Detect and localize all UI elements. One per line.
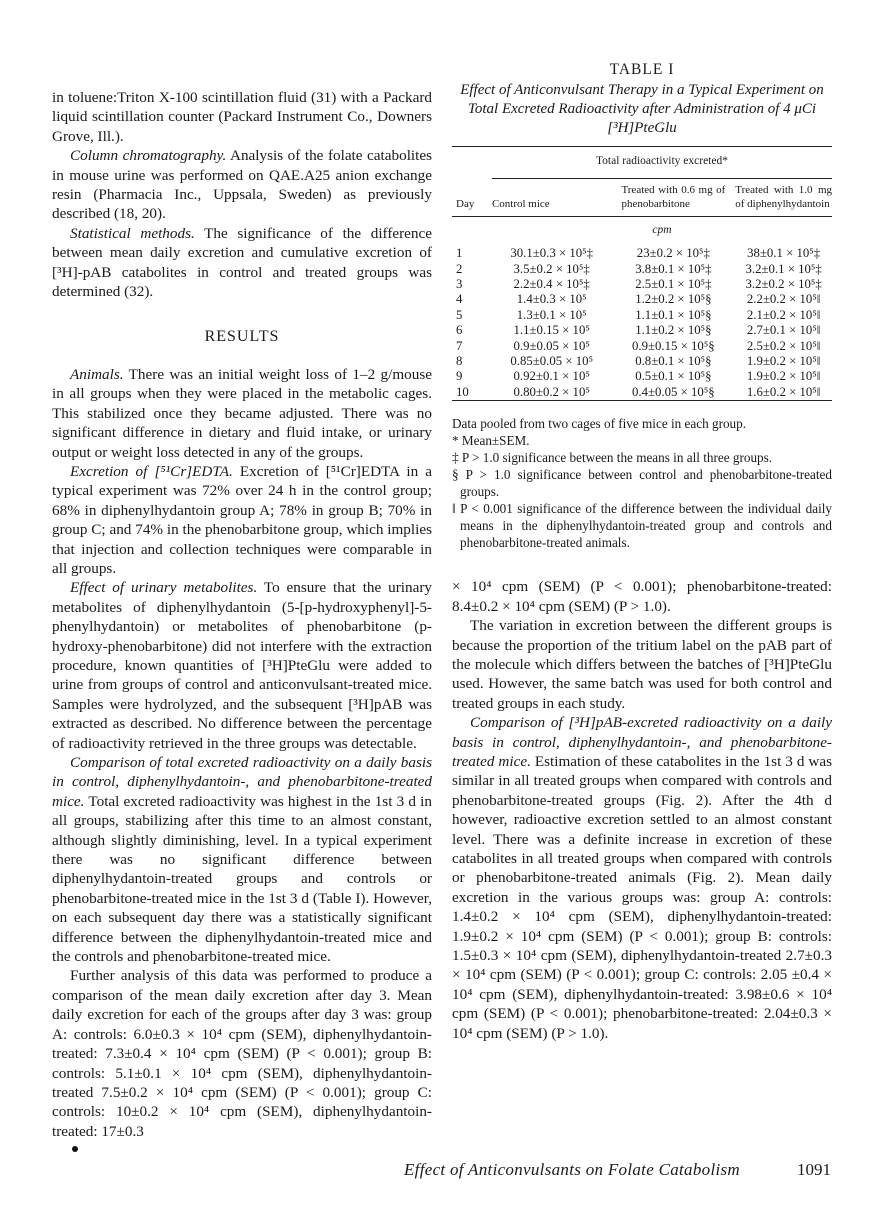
bullet-mark (72, 1146, 78, 1152)
cell-control: 1.4±0.3 × 10⁵ (516, 292, 587, 307)
table-caption: Effect of Anticonvulsant Therapy in a Typical Experiment on Total Excreted Radioactivity after Administration of 4 μCi [³H]PteGlu (460, 82, 824, 137)
table-row (452, 385, 832, 401)
table-row (452, 323, 832, 338)
cell-diphenylhydantoin: 3.2±0.1 × 10⁵‡ (745, 261, 822, 276)
subheading-pab-comparison: Comparison of [³H]pAB-excreted radioactivity on a daily basis in control, diphenylhydantoin-, and phenobarbitone-treated mice. (452, 714, 832, 770)
table-label: TABLE I (609, 61, 675, 78)
cell-phenobarbitone: 0.4±0.05 × 10⁵§ (632, 384, 715, 399)
cell-phenobarbitone: 3.8±0.1 × 10⁵‡ (635, 261, 712, 276)
day: 10 (456, 384, 469, 399)
paragraph-column-chromatography: Column chromatography. Analysis of the folate catabolites in mouse urine was performed on QAE.A25 anion exchange resin (Pharmacia Inc., Uppsala, Sweden) as previously described (18, 20). (52, 147, 432, 223)
footnote: * Mean±SEM. (452, 433, 530, 449)
cell-phenobarbitone: 1.2±0.2 × 10⁵§ (635, 292, 712, 307)
data-table (452, 146, 832, 409)
paragraph-variation: The variation in excretion between the different groups is because the proportion of the tritium label on the pAB part of the molecule which differs between the batches of [³H]PteGlu used. However, the same batch was used for both control and treated groups in each study. (452, 617, 832, 712)
cell-diphenylhydantoin: 2.7±0.1 × 10⁵‖ (746, 323, 821, 338)
cell-diphenylhydantoin: 2.1±0.2 × 10⁵‖ (746, 307, 821, 322)
table-row (452, 246, 832, 261)
cell-diphenylhydantoin: 1.9±0.2 × 10⁵‖ (746, 354, 821, 369)
cell-diphenylhydantoin: 38±0.1 × 10⁵‡ (747, 246, 821, 261)
table-row (452, 277, 832, 292)
cell-diphenylhydantoin: 3.2±0.2 × 10⁵‡ (745, 277, 822, 292)
cell-control: 0.85±0.05 × 10⁵ (510, 354, 594, 369)
footnote: Data pooled from two cages of five mice in each group. (452, 416, 747, 432)
subheading-column-chromatography: Column chromatography. (70, 147, 227, 165)
day: 3 (456, 277, 463, 292)
paragraph-scintillation: in toluene:Triton X-100 scintillation fluid (31) with a Packard liquid scintillation counter (Packard Instrument Co., Downers Grove, Ill.). (52, 89, 432, 145)
table-footnotes (452, 415, 832, 551)
cell-diphenylhydantoin: 2.5±0.2 × 10⁵‖ (746, 338, 821, 353)
table-row (452, 308, 832, 323)
footnote: ‖ P < 0.001 significance of the difference between the individual daily means in the diphenylhydantoin-treated group and controls and phenobarbitone-treated animals. (452, 501, 832, 551)
cell-control: 2.2±0.4 × 10⁵‡ (513, 277, 590, 292)
cell-control: 0.92±0.1 × 10⁵ (513, 369, 590, 384)
paragraph-total-radioactivity: Comparison of total excreted radioactivity on a daily basis in control, diphenylhydantoin-, and phenobarbitone-treated mice. Total excreted radioactivity was highest in the 1st 3 d in all groups, stabilizing after this time to an almost constant, although slightly diminishing, level. In a typical experiment there was no significant difference between diphenylhydantoin-treated groups and controls or phenobarbitone-treated mice in the 1st 3 d (Table I). However, on each subsequent day there was a statistically significant difference between the diphenylhydantoin-treated mice and the controls and phenobarbitone-treated mice. (52, 754, 432, 966)
cell-phenobarbitone: 23±0.2 × 10⁵‡ (636, 246, 710, 261)
cell-phenobarbitone: 0.9±0.15 × 10⁵§ (632, 338, 715, 353)
cell-phenobarbitone: 1.1±0.1 × 10⁵§ (635, 307, 712, 322)
paragraph-continued: × 10⁴ cpm (SEM) (P < 0.001); phenobarbitone-treated: 8.4±0.2 × 10⁴ cpm (SEM) (P > 1.0). (452, 578, 832, 615)
subheading-edta-excretion: Excretion of [⁵¹Cr]EDTA. (70, 462, 233, 480)
subheading-urinary-metabolites: Effect of urinary metabolites. (70, 579, 258, 597)
paragraph-further-analysis: Further analysis of this data was performed to produce a comparison of the mean daily excretion after day 3. Mean daily excretion for each of the groups after day 3 was: group A: controls: 6.0±0.3 × 10⁴ cpm (SEM), diphenylhydantoin-treated: 7.3±0.4 × 10⁴ cpm (SEM) (P < 0.001); group B: controls: 5.1±0.1 × 10⁴ cpm (SEM), diphenylhydantoin-treated 7.5±0.2 × 10⁴ cpm (SEM) (P < 0.001); group C: controls: 10±0.2 × 10⁴ cpm (SEM), diphenylhydantoin-treated: 17±0.3 (52, 967, 432, 1140)
cell-phenobarbitone: 2.5±0.1 × 10⁵‡ (635, 277, 712, 292)
table-row (452, 262, 832, 277)
column-header-day: Day (452, 178, 492, 216)
table-row (452, 354, 832, 369)
day: 2 (456, 261, 463, 276)
paragraph-statistical-methods: Statistical methods. The significance of the difference between mean daily excretion and cumulative excretion of [³H]-pAB catabolites in control and treated groups was determined (32). (52, 224, 432, 301)
cell-diphenylhydantoin: 1.6±0.2 × 10⁵‖ (746, 384, 821, 399)
cell-control: 30.1±0.3 × 10⁵‡ (510, 246, 594, 261)
cell-phenobarbitone: 0.5±0.1 × 10⁵§ (635, 369, 712, 384)
table-unit: cpm (652, 223, 672, 236)
subheading-animals: Animals. (70, 365, 124, 383)
paragraph-pab-comparison: Comparison of [³H]pAB-excreted radioactivity on a daily basis in control, diphenylhydantoin-, and phenobarbitone-treated mice. Estimation of these catabolites in the 1st 3 d was similar in all treated groups when compared with controls and phenobarbitone-treated groups (Fig. 2). After the 4th d however, radioactive excretion settled to an almost constant level. There was a definite increase in excretion of these catabolites in all treated groups when compared with controls or phenobarbitone-treated animals (Fig. 2). Mean daily excretion in the various groups was: group A: controls: 1.4±0.2 × 10⁴ cpm (SEM), diphenylhydantoin-treated: 1.9±0.2 × 10⁴ cpm (SEM) (P < 0.001); group B: controls: 1.5±0.3 × 10⁴ cpm (SEM), diphenylhydantoin-treated 2.7±0.3 × 10⁴ cpm (SEM) (P < 0.001); group C: controls: 2.05 ±0.4 × 10⁴ cpm (SEM), diphenylhydantoin-treated: 3.98±0.6 × 10⁴ cpm (SEM) (P < 0.001); phenobarbitone-treated: 2.04±0.3 × 10⁴ cpm (SEM) (P > 1.0). (452, 714, 832, 1042)
cell-control: 1.3±0.1 × 10⁵ (516, 307, 587, 322)
table-body (452, 246, 832, 401)
day: 7 (456, 338, 463, 353)
day: 8 (456, 354, 463, 369)
cell-control: 0.9±0.05 × 10⁵ (513, 338, 590, 353)
page-number: 1091 (797, 1160, 831, 1179)
right-column (452, 58, 832, 1043)
day: 5 (456, 307, 463, 322)
table-row (452, 369, 832, 384)
day: 9 (456, 369, 463, 384)
footnote: § P > 1.0 significance between control and phenobarbitone-treated groups. (452, 467, 832, 500)
table-row (452, 339, 832, 354)
column-header-phenobarbitone: Treated with 0.6 mg of phenobarbitone (611, 178, 735, 216)
column-header-diphenylhydantoin: Treated with 1.0 mg of diphenylhydantoin (735, 178, 832, 216)
paragraph-urinary-metabolites: Effect of urinary metabolites. To ensure that the urinary metabolites of diphenylhydantoin (5-[p-hydroxyphenyl]-5-phenylhydantoin) or metabolites of phenobarbitone (p-hydroxy-phenobarbitone) did not interfere with the extraction procedure, known quantities of [³H]PteGlu were added to urine from groups of control and anticonvulsant-treated mice. Samples were hydrolyzed, and the subsequent [³H]pAB was extracted as described. No difference between the percentage of radioactivity retrieved in the three groups was detectable. (52, 579, 432, 752)
table-span-header: Total radioactivity excreted* (492, 147, 832, 178)
cell-diphenylhydantoin: 2.2±0.2 × 10⁵‖ (746, 292, 821, 307)
cell-diphenylhydantoin: 1.9±0.2 × 10⁵‖ (746, 369, 821, 384)
day: 1 (456, 246, 463, 261)
right-text (452, 577, 832, 1043)
day: 6 (456, 323, 463, 338)
subheading-statistical-methods: Statistical methods. (70, 224, 195, 242)
left-column (52, 88, 432, 1141)
subheading-total-radioactivity: Comparison of total excreted radioactivity on a daily basis in control, diphenylhydantoin-, and phenobarbitone-treated mice. (52, 754, 432, 810)
day: 4 (456, 292, 463, 307)
table-block (452, 60, 832, 551)
paragraph-edta-excretion: Excretion of [⁵¹Cr]EDTA. Excretion of [⁵¹Cr]EDTA in a typical experiment was 72% over 24 h in the control group; 68% in diphenylhydantoin group A; 78% in group B; 70% in group C; and 74% in the phenobarbitone group, which implies that injection and collection techniques were comparable in all groups. (52, 462, 432, 577)
paragraph-animals: Animals. There was an initial weight loss of 1–2 g/mouse in all groups when they were placed in the metabolic cages. This stabilized once they became adjusted. There was no significant difference in dietary and fluid intake, or urinary output or weight loss detected in any of the groups. (52, 365, 432, 461)
cell-control: 3.5±0.2 × 10⁵‡ (513, 261, 590, 276)
column-header-control: Control mice (492, 178, 612, 216)
running-footer-title: Effect of Anticonvulsants on Folate Catabolism (404, 1160, 740, 1179)
results-heading: RESULTS (204, 328, 280, 346)
table-row (452, 292, 832, 307)
cell-phenobarbitone: 0.8±0.1 × 10⁵§ (635, 354, 712, 369)
cell-phenobarbitone: 1.1±0.2 × 10⁵§ (635, 323, 712, 338)
cell-control: 1.1±0.15 × 10⁵ (513, 323, 590, 338)
cell-control: 0.80±0.2 × 10⁵ (513, 384, 590, 399)
footnote: ‡ P > 1.0 significance between the means in all three groups. (452, 450, 773, 466)
